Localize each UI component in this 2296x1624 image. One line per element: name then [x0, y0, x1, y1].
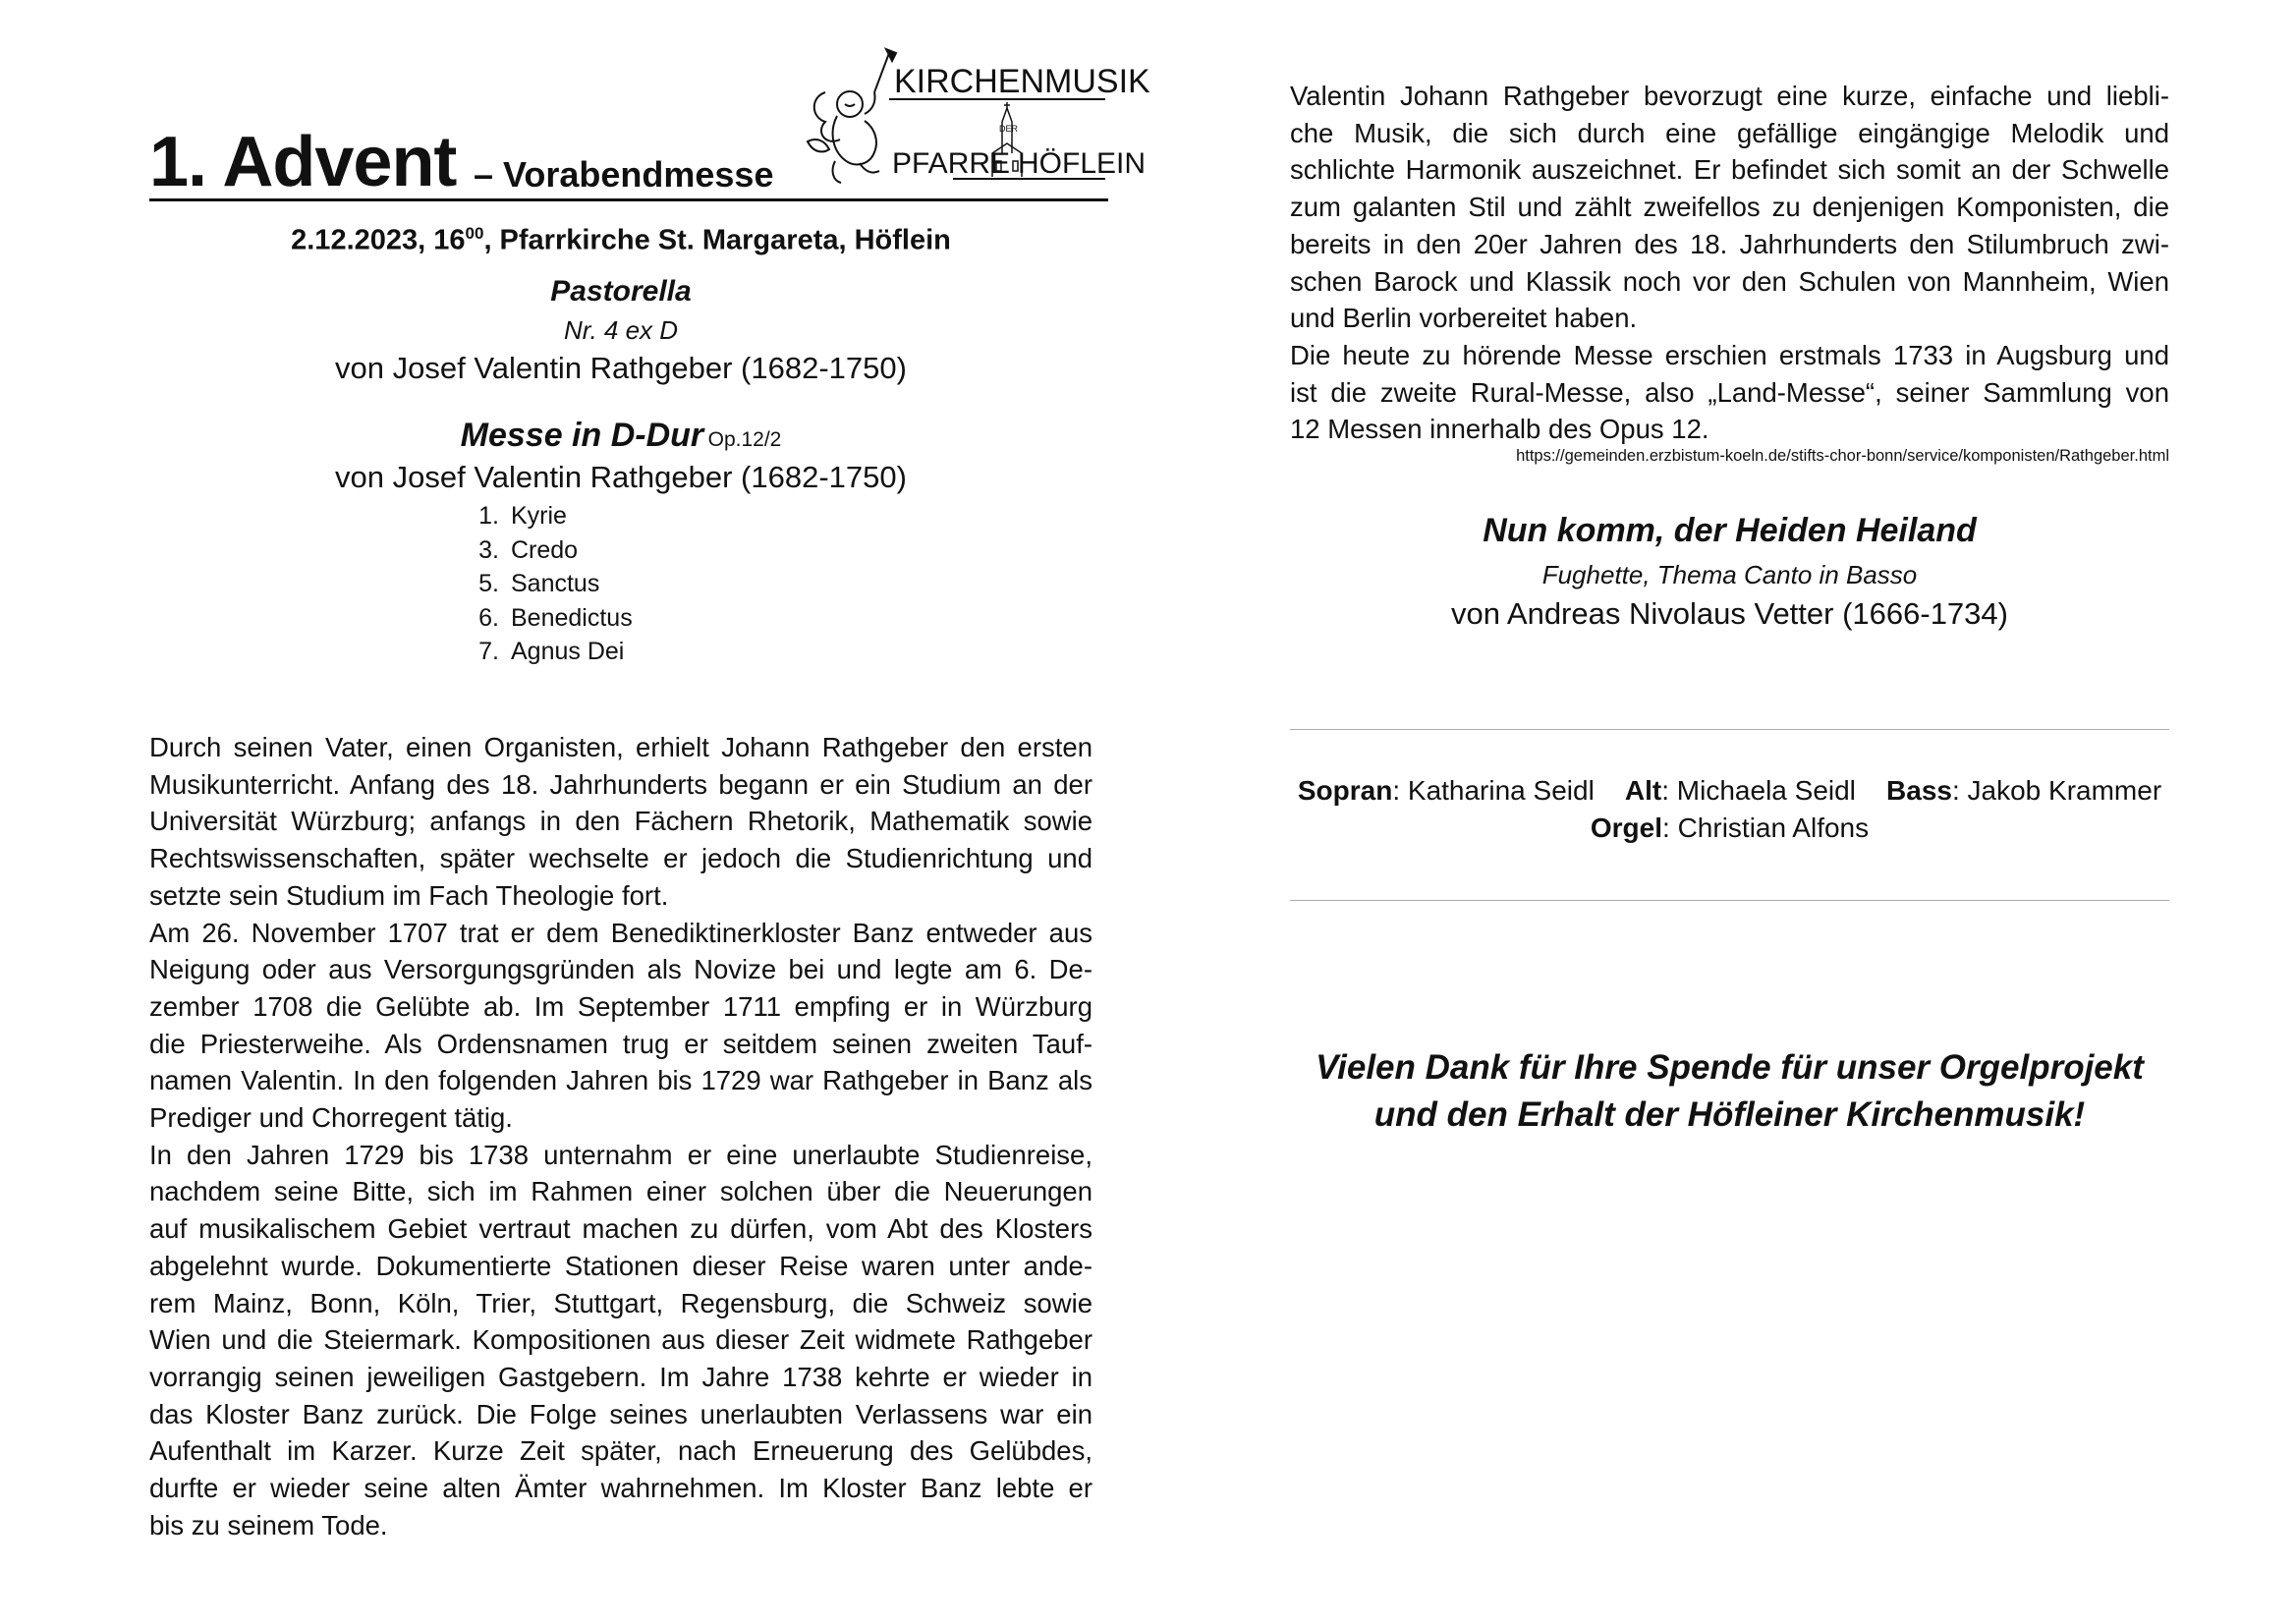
text-line: namen Valentin. In den folgenden Jahren bis 1729 war Rathgeber in Banz als	[149, 1065, 1092, 1096]
piece-subtitle: Nr. 4 ex D	[563, 315, 679, 345]
text-line: und Berlin vorbereitet haben.	[1290, 303, 1638, 334]
text-line: ist die zweite Rural-Messe, also „Land-Messe“, seiner Sammlung von	[1290, 376, 2169, 408]
text-line: rem Mainz, Bonn, Köln, Trier, Stuttgart, Regensburg, die Schweiz sowie	[149, 1287, 1092, 1318]
performers: Sopran: Katharina Seidl Alt: Michaela Seidl Bass: Jakob Krammer Orgel: Christian Alfons	[1297, 775, 2162, 843]
source-url: https://gemeinden.erzbistum-koeln.de/stifts-chor-bonn/service/komponisten/Rathgeber.html	[1516, 447, 2169, 465]
text-line: 12 Messen innerhalb des Opus 12.	[1290, 414, 1709, 445]
text-line: Rechtswissenschaften, später wechselte er jedoch die Studienrichtung und	[149, 843, 1092, 874]
list-item: 5. Sanctus	[478, 570, 600, 597]
text-line: setzte sein Studium im Fach Theologie fort.	[149, 879, 669, 911]
logo-line2-right: HÖFLEIN	[1018, 147, 1147, 180]
page-title-suffix: – Vorabendmesse	[474, 154, 774, 195]
text-line: Durch seinen Vater, einen Organisten, erhielt Johann Rathgeber den ersten	[149, 732, 1092, 762]
kirchenmusik-logo	[806, 45, 1150, 202]
thanks-message: Vielen Dank für Ihre Spende für unser Orgelprojekt und den Erhalt der Höfleiner Kirchenmusik!	[1316, 1048, 2144, 1134]
list-item: 6. Benedictus	[478, 603, 633, 632]
piece-composer: von Josef Valentin Rathgeber (1682-1750)	[335, 351, 907, 385]
movement-list	[454, 499, 633, 669]
logo-line2-left: PFARRE	[892, 147, 1011, 180]
piece-title: Pastorella	[550, 275, 692, 308]
text-line: In den Jahren 1729 bis 1738 unternahm er eine unerlaubte Studienreise,	[149, 1139, 1092, 1170]
list-item: 3. Credo	[478, 535, 579, 564]
text-line: Universität Würzburg; anfangs in den Fächern Rhetorik, Mathematik sowie	[149, 806, 1092, 837]
text-line: vorrangig seinen jeweiligen Gastgebern. Im Jahre 1738 kehrte er wieder in	[149, 1361, 1092, 1392]
text-line: schlichte Harmonik auszeichnet. Er befindet sich somit an der Schwelle	[1290, 154, 2169, 186]
divider	[1290, 900, 2169, 901]
text-line: nachdem seine Bitte, sich im Rahmen einer solchen über die Neuerungen	[149, 1176, 1092, 1207]
divider	[1290, 729, 2169, 730]
text-line: Musikunterricht. Anfang des 18. Jahrhunderts begann er ein Studium an der	[149, 768, 1092, 800]
text-line: bis zu seinem Tode.	[149, 1509, 388, 1540]
text-line: auf musikalischem Gebiet vertraut machen zu dürfen, vom Abt des Klosters	[149, 1213, 1092, 1245]
logo-line1: KIRCHENMUSIK	[894, 63, 1150, 100]
chorale-composer: von Andreas Nivolaus Vetter (1666-1734)	[1451, 596, 2008, 631]
text-line: Die heute zu hörende Messe erschien erstmals 1733 in Augsburg und	[1290, 339, 2169, 370]
text-line: Valentin Johann Rathgeber bevorzugt eine kurze, einfache und liebli-	[1290, 81, 2169, 111]
text-line: Prediger und Chorregent tätig.	[149, 1102, 513, 1134]
text-line: abgelehnt wurde. Dokumentierte Stationen dieser Reise waren unter ande-	[149, 1250, 1092, 1281]
chorale-subtitle: Fughette, Thema Canto in Basso	[1541, 560, 1918, 589]
list-item: 1. Kyrie	[478, 502, 567, 530]
page-title: 1. Advent	[149, 123, 457, 201]
text-line: zum galanten Stil und zählt zweifellos zu denjenigen Komponisten, die	[1290, 192, 2169, 223]
biography-left	[149, 729, 1092, 1543]
text-line: schen Barock und Klassik noch vor den Schulen von Mannheim, Wien	[1290, 265, 2169, 297]
angel-icon	[808, 49, 896, 183]
title-line	[149, 63, 1150, 201]
list-item: 7. Agnus Dei	[478, 638, 625, 665]
text-line: che Musik, die sich durch eine gefällige eingängige Melodik und	[1290, 117, 2169, 148]
chorale-title: Nun komm, der Heiden Heiland	[1483, 512, 1977, 549]
mass-composer: von Josef Valentin Rathgeber (1682-1750)	[335, 460, 907, 494]
text-line: durfte er wieder seine alten Ämter wahrnehmen. Im Kloster Banz lebte er	[149, 1473, 1092, 1504]
mass-title: Messe in D-Dur Op.12/2	[460, 417, 782, 454]
biography-right	[1290, 78, 2169, 448]
logo-line2-small: DER	[999, 124, 1019, 134]
text-line: Wien und die Steiermark. Kompositionen aus dieser Zeit widmete Rathgeber	[149, 1324, 1092, 1356]
text-line: das Kloster Banz zurück. Die Folge seines unerlaubten Verlassens war ein	[149, 1398, 1092, 1429]
text-line: zember 1708 die Gelübte ab. Im September 1711 empfing er in Würzburg	[149, 990, 1092, 1022]
text-line: die Priesterweihe. Als Ordensnamen trug er seitdem seinen zweiten Tauf-	[149, 1028, 1092, 1059]
event-date-location: 2.12.2023, $16^{00}$, Pfarrkirche St. Margareta, Höflein	[291, 224, 951, 256]
text-line: bereits in den 20er Jahren des 18. Jahrhunderts den Stilumbruch zwi-	[1290, 228, 2169, 259]
text-line: Aufenthalt im Karzer. Kurze Zeit später, nach Erneuerung des Gelübdes,	[149, 1435, 1092, 1467]
text-line: Am 26. November 1707 trat er dem Benediktinerkloster Banz entweder aus	[149, 917, 1092, 948]
text-line: Neigung oder aus Versorgungsgründen als Novize bei und legte am 6. De-	[149, 954, 1092, 985]
